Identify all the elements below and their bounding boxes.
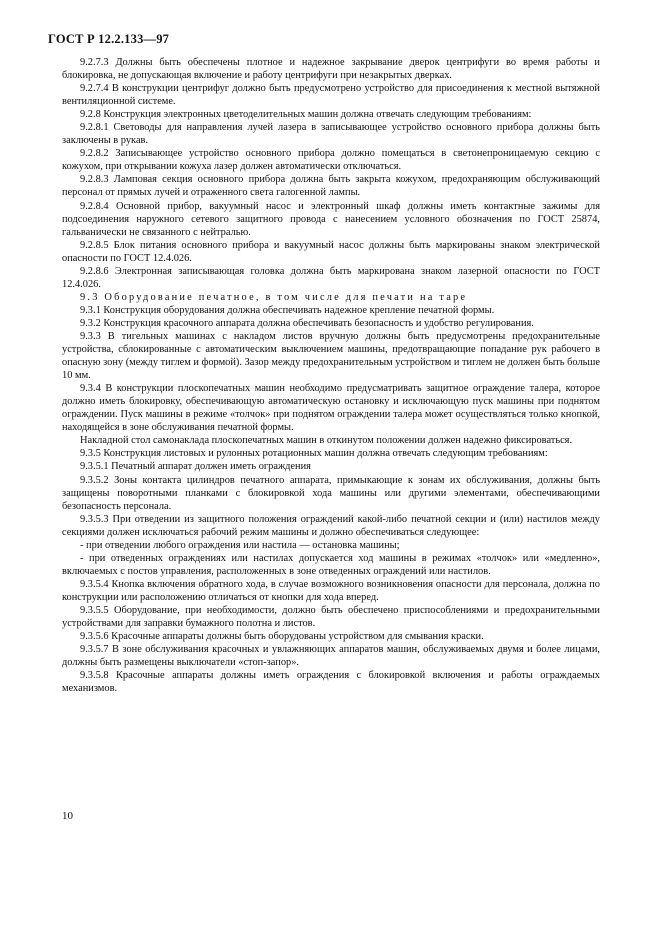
document-body	[62, 56, 600, 695]
paragraph-9-3-5-2: 9.3.5.2 Зоны контакта цилиндров печатного аппарата, примыкающие к зонам их обслуживания, должны быть защищены поворотными планками с блокировкой хода машины или другими элементами, обеспечивающими безопасность персонала.	[62, 474, 600, 512]
document-header: ГОСТ Р 12.2.133—97	[48, 32, 170, 46]
paragraph-feed-table: Накладной стол самонаклада плоскопечатных машин в откинутом положении должен надежно фиксироваться.	[80, 435, 573, 447]
paragraph-9-3-5-8: 9.3.5.8 Красочные аппараты должны иметь ограждения с блокировкой включения и работы ограждаемых механизмов.	[62, 670, 600, 695]
paragraph-9-3-3: 9.3.3 В тигельных машинах с накладом листов вручную должны быть предусмотрены предохранительные устройства, сблокированные с автоматическим выключением машины, предотвращающие попадание рук рабочего в опасную зону (между тиглем и формой). Зазор между предохранительным устройством и тиглем не должен быть больше 10 мм.	[62, 330, 600, 382]
paragraph-9-2-8-6: 9.2.8.6 Электронная записывающая головка должна быть маркирована знаком лазерной опасности по ГОСТ 12.4.026.	[62, 265, 600, 290]
section-heading-9-3: 9.3 Оборудование печатное, в том числе для печати на таре	[80, 291, 468, 303]
paragraph-9-2-8-5: 9.2.8.5 Блок питания основного прибора и вакуумный насос должны быть маркированы знаком электрической опасности по ГОСТ 12.4.026.	[62, 239, 600, 264]
list-item-slow-mode: - при отведенных ограждениях или настилах допускается ход машины в режимах «толчок» или «медленно», включаемых с постов управления, расположенных в зоне отведенных ограждений или настилов.	[62, 552, 600, 577]
paragraph-9-3-4: 9.3.4 В конструкции плоскопечатных машин необходимо предусматривать защитное ограждение талера, которое должно иметь блокировку, обеспечивающую автоматическую остановку и исключающую пуск машины при поднятом ограждении. Пуск машины в режиме «толчок» при поднятом ограждении талера может осуществляться только кнопкой, находящейся в зоне обслуживания печатной формы.	[62, 383, 600, 434]
paragraph-9-3-5: 9.3.5 Конструкция листовых и рулонных ротационных машин должна отвечать следующим требованиям:	[80, 448, 548, 460]
paragraph-9-3-2: 9.3.2 Конструкция красочного аппарата должна обеспечивать безопасность и удобство регулирования.	[80, 317, 534, 329]
paragraph-9-3-5-4: 9.3.5.4 Кнопка включения обратного хода, в случае возможного возникновения опасности для персонала, должна по конструкции или расположению отличаться от кнопки для хода вперед.	[62, 578, 600, 603]
paragraph-9-3-5-3: 9.3.5.3 При отведении из защитного положения ограждений какой-либо печатной секции и (или) настилов между секциями должен исключаться рабочий режим машины и должно обеспечиваться следующее:	[62, 513, 600, 538]
paragraph-9-2-8: 9.2.8 Конструкция электронных цветоделительных машин должна отвечать следующим требованиям:	[80, 109, 532, 121]
paragraph-9-3-5-7: 9.3.5.7 В зоне обслуживания красочных и увлажняющих аппаратов машин, обслуживаемых двумя и более лицами, должны быть размещены выключатели «стоп-запор».	[62, 644, 600, 669]
list-item-stop: - при отведении любого ограждения или настила — остановка машины;	[80, 539, 400, 551]
paragraph-9-3-5-1: 9.3.5.1 Печатный аппарат должен иметь ограждения	[80, 461, 311, 473]
paragraph-9-2-8-3: 9.2.8.3 Ламповая секция основного прибора должна быть закрыта кожухом, предохраняющим обслуживающий персонал от прямых лучей и отраженного света галогенной лампы.	[62, 174, 600, 199]
page-number: 10	[62, 810, 73, 822]
paragraph-9-3-1: 9.3.1 Конструкция оборудования должна обеспечивать надежное крепление печатной формы.	[80, 304, 495, 316]
paragraph-9-2-7-4: 9.2.7.4 В конструкции центрифуг должно быть предусмотрено устройство для присоединения к местной вытяжной вентиляционной системе.	[62, 83, 600, 108]
paragraph-9-3-5-6: 9.3.5.6 Красочные аппараты должны быть оборудованы устройством для смывания краски.	[80, 631, 484, 643]
paragraph-9-3-5-5: 9.3.5.5 Оборудование, при необходимости, должно быть обеспечено приспособлениями и предохранительными устройствами для заправки бумажного полотна и листов.	[62, 604, 600, 630]
paragraph-9-2-8-1: 9.2.8.1 Световоды для направления лучей лазера в записывающее устройство основного прибора должны быть заключены в рукав.	[62, 122, 600, 147]
paragraph-9-2-8-2: 9.2.8.2 Записывающее устройство основного прибора должно помещаться в светонепроницаемую секцию с кожухом, при открывании кожуха лазер должен автоматически отключаться.	[62, 148, 600, 173]
paragraph-9-2-8-4: 9.2.8.4 Основной прибор, вакуумный насос и электронный шкаф должны иметь контактные зажимы для подсоединения наружного сетевого защитного провода с нанесением условного обозначения по ГОСТ 25874, гальванически не связанного с нейтралью.	[62, 200, 600, 238]
paragraph-9-2-7-3: 9.2.7.3 Должны быть обеспечены плотное и надежное закрывание дверок центрифуги во время работы и блокировка, не допускающая включение и работу центрифуги при незакрытых дверках.	[62, 57, 600, 82]
